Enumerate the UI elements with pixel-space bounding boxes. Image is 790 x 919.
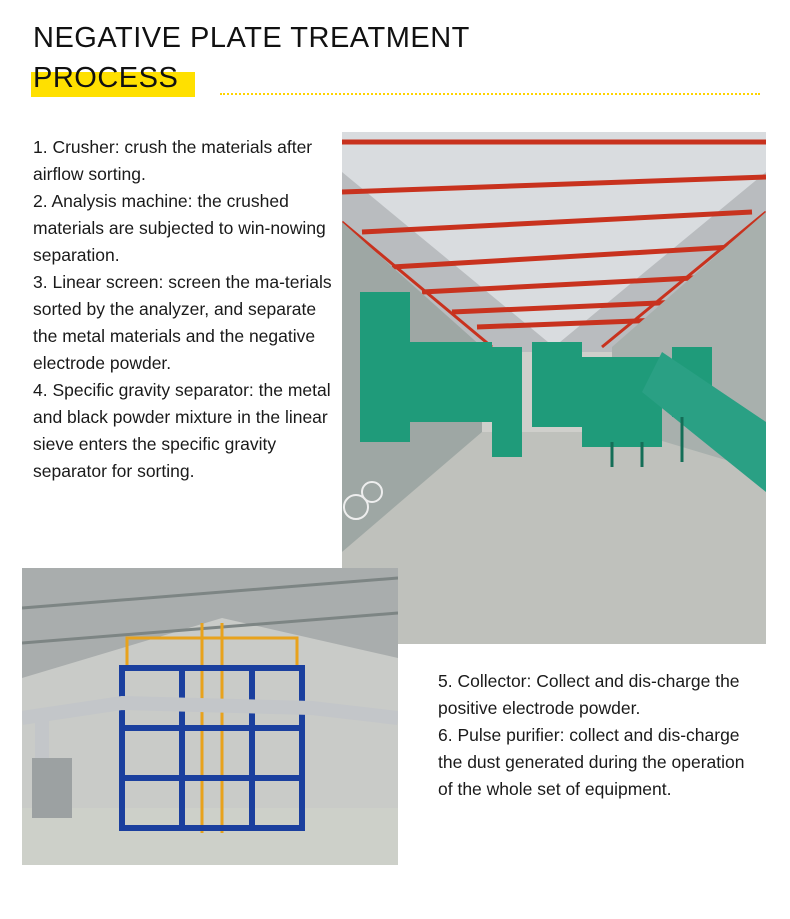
- step-4-text: 4. Specific gravity separator: the metal and black powder mixture in the linear sieve enters the specific gravity separator for sorting.: [33, 380, 331, 481]
- collector-tower-photo: [22, 568, 398, 865]
- dotted-divider: [220, 93, 760, 95]
- page-title-line-2: PROCESS: [33, 62, 179, 94]
- step-3-text: 3. Linear screen: screen the ma-terials sorted by the analyzer, and separate the metal materials and the negative electrode powder.: [33, 272, 332, 373]
- step-6-text: 6. Pulse purifier: collect and dis-charge the dust generated during the operation of the whole set of equipment.: [438, 725, 745, 799]
- step-2-text: 2. Analysis machine: the crushed materials are subjected to win-nowing separation.: [33, 191, 326, 265]
- process-steps-1-4: [33, 134, 333, 485]
- factory-floor-photo: [342, 132, 766, 644]
- step-5-text: 5. Collector: Collect and dis-charge the positive electrode powder.: [438, 671, 740, 718]
- page-title-line-1: NEGATIVE PLATE TREATMENT: [33, 22, 470, 54]
- step-1-text: 1. Crusher: crush the materials after airflow sorting.: [33, 137, 313, 184]
- process-steps-5-6: [438, 668, 748, 803]
